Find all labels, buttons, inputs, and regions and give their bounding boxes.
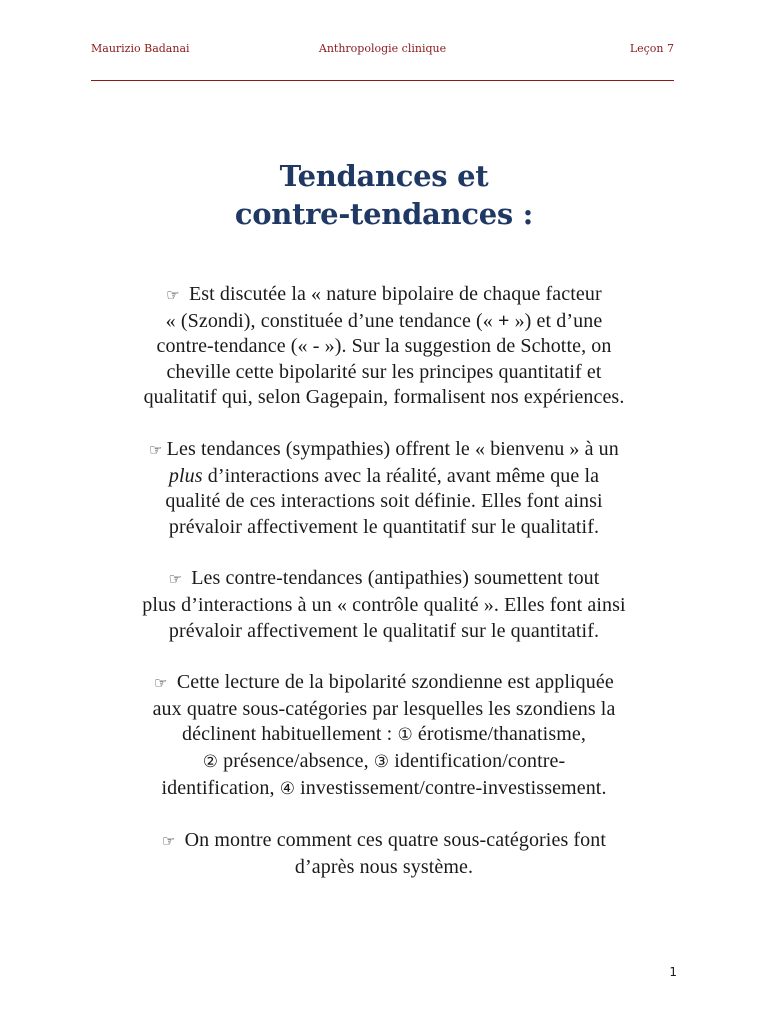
circled-one-icon: ① [397,725,413,746]
p2-line-1: Les tendances (sympathies) offrent le « bienvenu » à un [166,437,619,460]
page-title [0,157,768,233]
p4-line-3a: déclinent habituellement : [182,723,398,746]
p3-line-1: Les contre-tendances (antipathies) soumettent tout [191,567,600,590]
header-author: Maurizio Badanai [91,42,190,55]
paragraph-2 [84,437,684,540]
header-course-title: Anthropologie clinique [318,42,447,55]
p1-line-1: Est discutée la « nature bipolaire de chaque facteur [188,283,602,305]
pointing-hand-icon: ☞ [154,674,168,693]
pointing-hand-icon: ☞ [161,832,176,851]
paragraph-1 [84,282,684,411]
p1-line-4: cheville cette bipolarité sur les principes quantitatif et [166,360,602,383]
pointing-hand-icon: ☞ [168,570,183,589]
page-header [91,42,674,60]
title-line-2: contre-tendances : [234,197,534,231]
p4-line-1: Cette lecture de la bipolarité szondienne est appliquée [176,671,614,694]
p4-line-4b: identification/contre- [389,749,566,772]
p4-line-2: aux quatre sous-catégories par lesquelles les szondiens la [152,697,616,720]
header-lesson: Leçon 7 [629,42,674,55]
pointing-hand-icon: ☞ [149,440,163,459]
page-number: 1 [669,965,677,979]
pointing-hand-icon: ☞ [166,286,180,304]
p2-italic-plus: plus [168,464,203,487]
p4-line-3b: érotisme/thanatisme, [412,723,586,746]
paragraph-4 [84,670,684,802]
p5-line-2: d’après nous système. [294,855,474,878]
p1-line-2b: ») et d’une [509,309,603,332]
title-line-1: Tendances et [279,159,489,193]
p1-line-2a: « (Szondi), constituée d’une tendance (« [165,309,498,332]
p4-line-4a: présence/absence, [218,749,374,772]
p2-line-3: qualité de ces interactions soit définie. Elles font ainsi [165,490,603,513]
p2-line-4: prévaloir affectivement le quantitatif sur le qualitatif. [168,515,600,538]
p2-line-2: d’interactions avec la réalité, avant même que la [202,464,600,487]
p1-line-3: contre-tendance (« - »). Sur la suggestion de Schotte, on [156,335,612,358]
p1-line-5: qualitatif qui, selon Gagepain, formalisent nos expériences. [143,386,625,409]
circled-four-icon: ④ [279,778,296,799]
circled-two-icon: ② [202,751,219,772]
circled-three-icon: ③ [373,751,390,772]
p3-line-2: plus d’interactions à un « contrôle qualité ». Elles font ainsi [142,593,626,616]
header-rule [91,80,674,81]
p3-line-3: prévaloir affectivement le qualitatif sur le quantitatif. [168,619,600,642]
document-body [84,282,684,906]
p4-line-5b: investissement/contre-investissement. [295,776,607,799]
p4-line-5a: identification, [161,776,280,799]
paragraph-3 [84,566,684,644]
paragraph-5 [84,828,684,880]
p5-line-1: On montre comment ces quatre sous-catégories font [184,829,607,852]
p1-plus: + [497,309,510,332]
